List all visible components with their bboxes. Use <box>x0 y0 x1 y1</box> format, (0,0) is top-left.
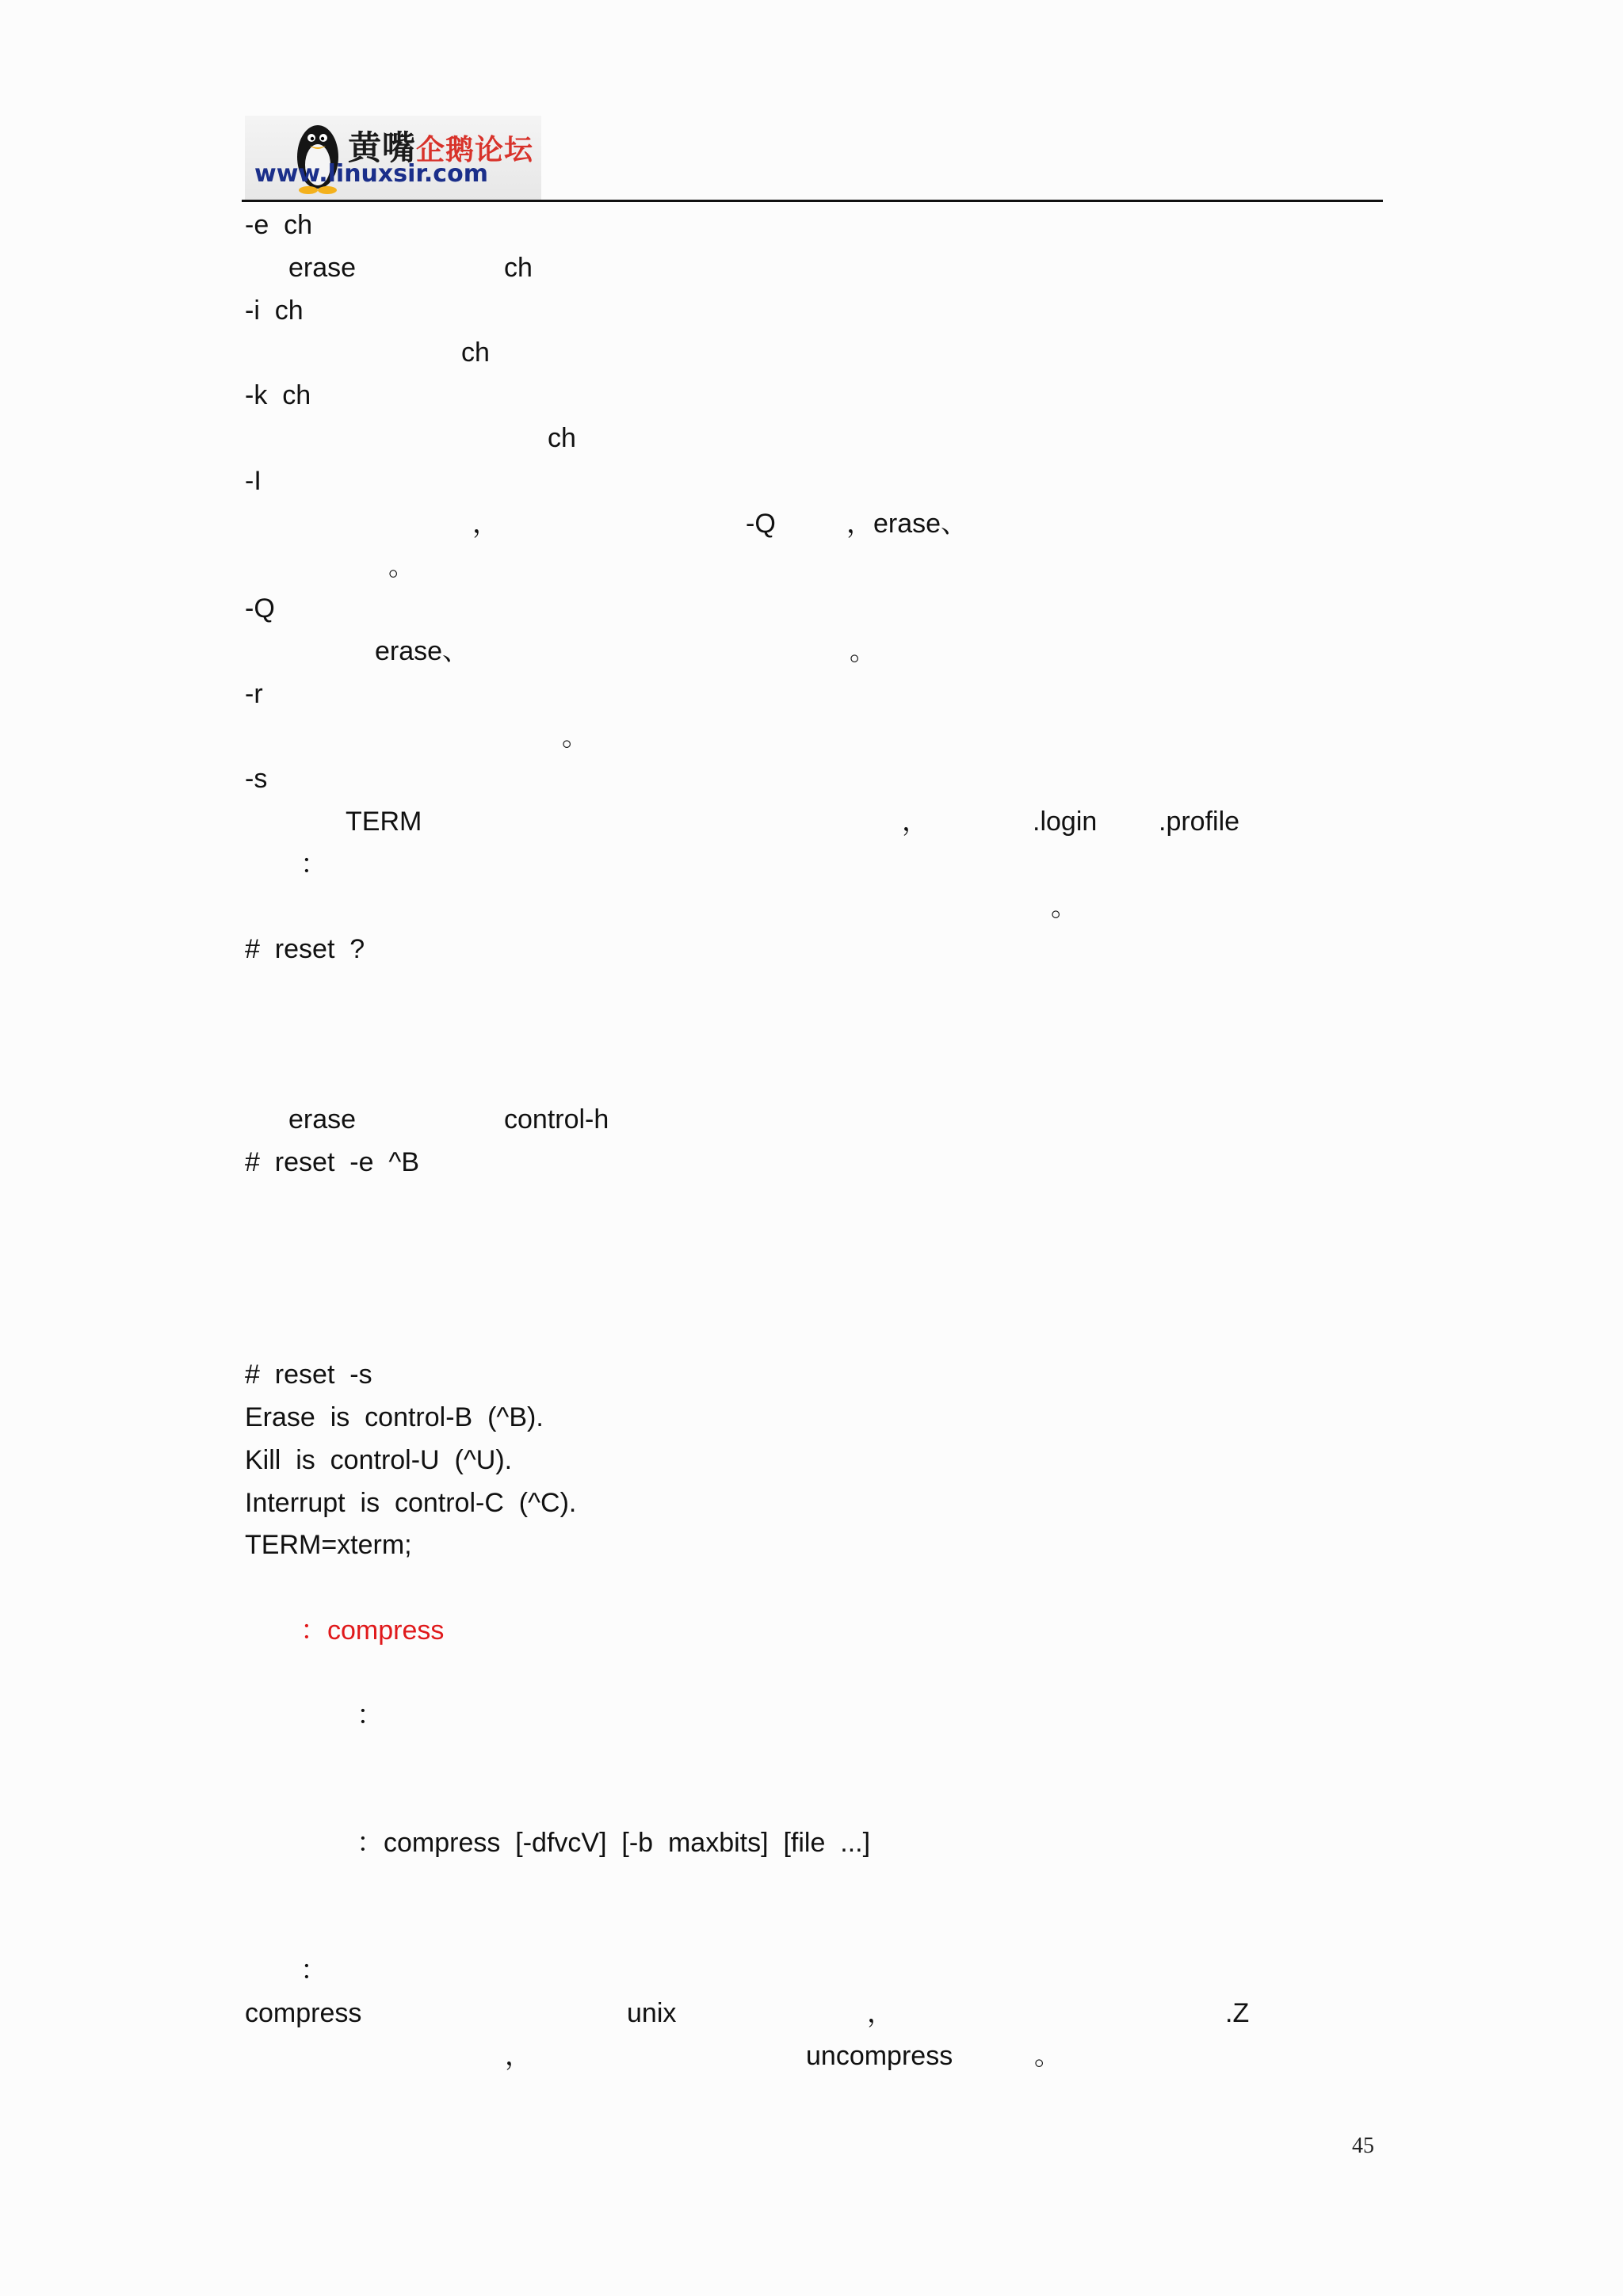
output-erase: Erase is control-B (^B). <box>245 1402 544 1432</box>
option-s-end: 。 <box>1051 892 1078 922</box>
output-interrupt: Interrupt is control-C (^C). <box>245 1488 577 1518</box>
description2-end: 。 <box>1034 2041 1061 2071</box>
syntax-line: ：compress [-dfvcV] [-b maxbits] [file ...] <box>357 1828 871 1858</box>
option-I-desc-comma: ， <box>472 509 499 539</box>
description2-uncompress: uncompress <box>806 2041 953 2071</box>
page-number: 45 <box>1352 2134 1374 2158</box>
header-divider <box>242 200 1383 202</box>
option-I-desc-end: 。 <box>388 551 415 582</box>
example-reset-query: # reset ? <box>245 934 365 964</box>
option-I-desc-q: -Q <box>746 509 776 539</box>
logo-title-red: 企鹅论坛 <box>416 134 534 166</box>
option-I: -I <box>245 466 262 496</box>
option-Q-desc-end: 。 <box>850 636 876 666</box>
description-comma: ， <box>867 1998 894 2028</box>
option-I-desc-erase: ，erase、 <box>846 509 968 539</box>
output-term: TERM=xterm; <box>245 1530 412 1560</box>
option-k: -k ch <box>245 380 311 410</box>
example-erase-label: erase <box>288 1104 357 1135</box>
option-s-login: .login <box>1033 807 1098 837</box>
option-Q-desc-erase: erase、 <box>375 636 470 666</box>
description-colon: ： <box>300 1955 327 1985</box>
option-s-term: TERM <box>346 807 422 837</box>
output-kill: Kill is control-U (^U). <box>245 1445 513 1475</box>
option-i-desc-ch: ch <box>461 338 490 368</box>
option-e-desc-erase: erase <box>288 253 357 283</box>
command-title: ：compress <box>300 1615 445 1646</box>
example-reset-e: # reset -e ^B <box>245 1147 420 1177</box>
option-r: -r <box>245 679 263 709</box>
option-s: -s <box>245 764 268 794</box>
description-unix: unix <box>627 1998 677 2028</box>
logo-url: www.linuxsir.com <box>254 160 488 188</box>
option-r-desc-end: 。 <box>562 722 589 752</box>
example-reset-s: # reset -s <box>245 1360 372 1390</box>
option-e: -e ch <box>245 210 313 240</box>
example-control-h: control-h <box>504 1104 609 1135</box>
description-z-ext: .Z <box>1225 1998 1250 2028</box>
option-e-desc-ch: ch <box>504 253 533 283</box>
option-k-desc-ch: ch <box>548 423 576 453</box>
description-compress: compress <box>245 1998 362 2028</box>
option-s-profile: .profile <box>1159 807 1240 837</box>
option-i: -i ch <box>245 296 304 326</box>
option-Q: -Q <box>245 593 275 624</box>
function-colon: ： <box>357 1700 384 1730</box>
site-logo <box>245 116 541 200</box>
option-s-comma: ， <box>902 807 929 837</box>
description2-comma: ， <box>505 2041 532 2071</box>
option-s-colon: ： <box>300 849 327 879</box>
logo-title-main: 黄嘴 <box>348 128 417 167</box>
